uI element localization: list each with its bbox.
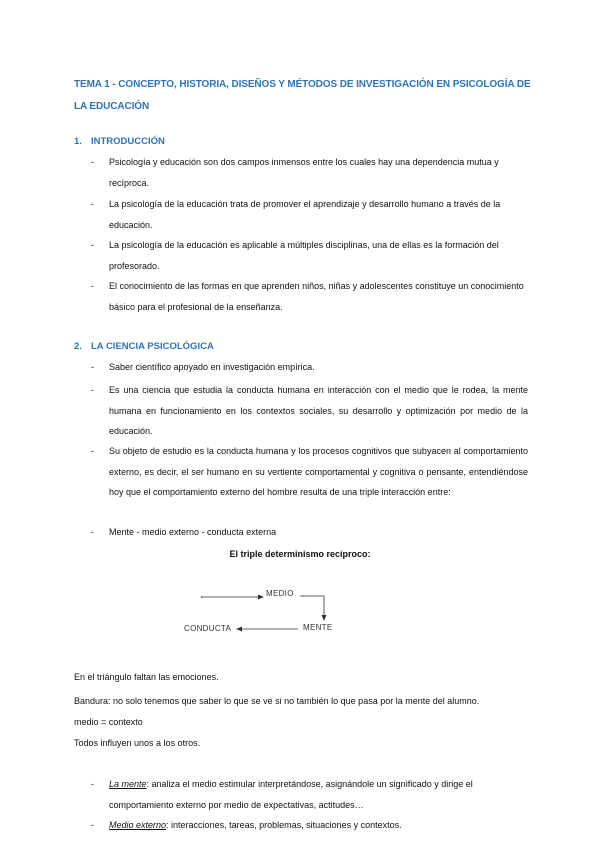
paragraph: Bandura: no solo tenemos que saber lo que se ve si no también lo que pasa por la mente del alumno. bbox=[74, 696, 480, 706]
list-item bbox=[91, 357, 528, 378]
diagram-label-conducta: CONDUCTA bbox=[184, 624, 232, 633]
bullet-dash: - bbox=[91, 157, 94, 167]
list-item-text: Su objeto de estudio es la conducta humana y los procesos cognitivos que subyacen al comportamiento externo, es decir, el ser humano en su vertiente comportamental y cognitiva o pensante, entendiéndose hoy que el comportamiento externo del hombre resulta de una triple interacción entre: bbox=[109, 446, 528, 497]
section-heading-ciencia-psicologica bbox=[74, 341, 214, 352]
definition-text: : interacciones, tareas, problemas, situaciones y contextos. bbox=[166, 820, 402, 830]
list-item bbox=[91, 380, 528, 442]
bullet-dash: - bbox=[91, 385, 94, 395]
section-heading-introduccion bbox=[74, 136, 165, 147]
bullet-dash: - bbox=[91, 446, 94, 456]
list-item-text: La psicología de la educación es aplicable a múltiples disciplinas, una de ellas es la formación del profesorado. bbox=[109, 240, 499, 271]
triple-determinism-diagram bbox=[170, 585, 370, 645]
paragraph: medio = contexto bbox=[74, 717, 143, 727]
section-number: 2. bbox=[74, 341, 82, 352]
term-la-mente: La mente bbox=[109, 779, 147, 789]
paragraph: En el triángulo faltan las emociones. bbox=[74, 672, 219, 682]
arrowhead bbox=[236, 627, 242, 632]
bullet-dash: - bbox=[91, 820, 94, 830]
section-number: 1. bbox=[74, 136, 82, 147]
list-item-text bbox=[109, 774, 528, 815]
list-item bbox=[91, 276, 528, 317]
section-title: LA CIENCIA PSICOLÓGICA bbox=[91, 341, 214, 352]
list-item-text: Es una ciencia que estudia la conducta humana en interacción con el medio que le rodea, la mente humana en funcionamiento en los contextos sociales, su desarrollo y optimización por medio de la educación. bbox=[109, 385, 528, 436]
arrowhead bbox=[322, 615, 327, 621]
diagram-label-mente: MENTE bbox=[303, 623, 333, 632]
diagram-title: El triple determinismo recíproco: bbox=[229, 549, 371, 559]
list-item-text: Mente - medio externo - conducta externa bbox=[109, 527, 277, 537]
list-item bbox=[91, 194, 528, 235]
bullet-dash: - bbox=[91, 281, 94, 291]
paragraph: Todos influyen unos a los otros. bbox=[74, 738, 201, 748]
section-title: INTRODUCCIÓN bbox=[91, 136, 165, 147]
list-item bbox=[91, 522, 528, 543]
page-title: TEMA 1 - CONCEPTO, HISTORIA, DISEÑOS Y MÉTODOS DE INVESTIGACIÓN EN PSICOLOGÍA DE LA EDUCACIÓN bbox=[74, 79, 531, 112]
list-item bbox=[91, 235, 528, 276]
bullet-dash: - bbox=[91, 199, 94, 209]
list-item-text: Psicología y educación son dos campos inmensos entre los cuales hay una dependencia mutua y recíproca. bbox=[109, 157, 499, 188]
list-item bbox=[91, 441, 528, 503]
list-item bbox=[91, 774, 528, 815]
term-medio-externo: Medio externo bbox=[109, 820, 167, 830]
arrow-start-dot bbox=[201, 596, 203, 598]
list-item-text bbox=[109, 815, 528, 836]
bullet-dash: - bbox=[91, 527, 94, 537]
bullet-dash: - bbox=[91, 362, 94, 372]
list-item-text: Saber científico apoyado en investigación empírica. bbox=[109, 362, 315, 372]
definition-text: : analiza el medio estimular interpretándose, asignándole un significado y dirige el comportamiento externo por medio de expectativas, actitudes… bbox=[109, 779, 473, 810]
bullet-dash: - bbox=[91, 779, 94, 789]
list-item bbox=[91, 152, 528, 193]
list-item-text: El conocimiento de las formas en que aprenden niños, niñas y adolescentes constituye un conocimiento básico para el profesional de la enseñanza. bbox=[109, 281, 524, 312]
arrowhead bbox=[258, 595, 264, 600]
bullet-dash: - bbox=[91, 240, 94, 250]
list-item bbox=[91, 815, 528, 836]
list-item-text: La psicología de la educación trata de promover el aprendizaje y desarrollo humano a través de la educación. bbox=[109, 199, 501, 230]
diagram-label-medio: MEDIO bbox=[266, 589, 294, 598]
